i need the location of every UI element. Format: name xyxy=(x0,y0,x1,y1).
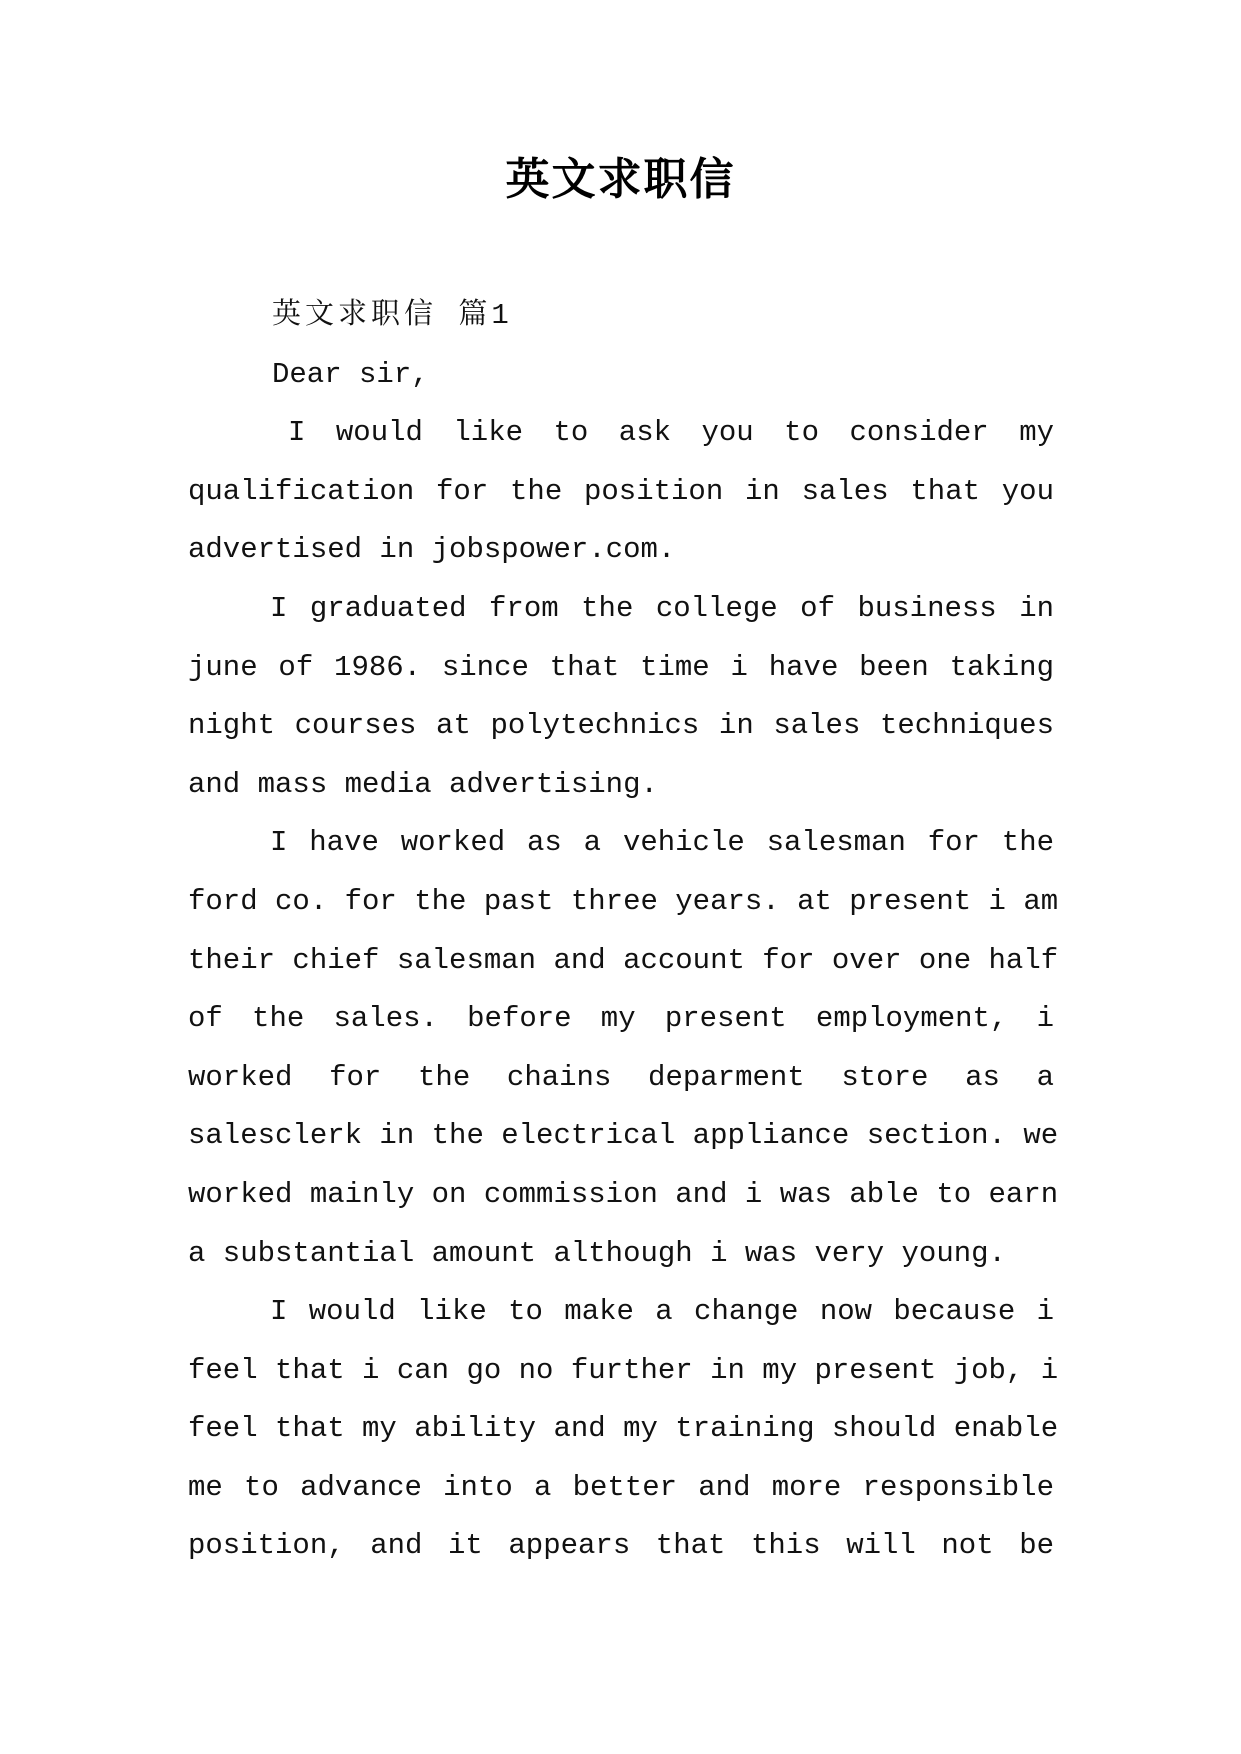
paragraph-3-line-5: worked for the chains deparment store as a xyxy=(188,1060,1054,1094)
paragraph-3-line-6: salesclerk in the electrical appliance section. we xyxy=(188,1119,1059,1153)
paragraph-4-line-1: I would like to make a change now because i xyxy=(270,1295,1054,1329)
paragraph-3-line-7: worked mainly on commission and i was able to earn xyxy=(188,1177,1059,1211)
paragraph-2-line-1: I graduated from the college of business in xyxy=(270,591,1054,625)
salutation: Dear sir, xyxy=(272,357,429,391)
section-heading: 英文求职信 篇1 xyxy=(272,299,513,332)
paragraph-3-line-2: ford co. for the past three years. at present i am xyxy=(188,884,1059,918)
paragraph-1-line-2: qualification for the position in sales that you xyxy=(188,474,1054,508)
paragraph-4-line-3: feel that my ability and my training should enable xyxy=(188,1412,1059,1446)
document-title: 英文求职信 xyxy=(505,154,736,205)
paragraph-1-line-1: I would like to ask you to consider my xyxy=(288,416,1054,450)
paragraph-2-line-2: june of 1986. since that time i have been taking xyxy=(188,650,1054,684)
paragraph-2-line-3: night courses at polytechnics in sales techniques xyxy=(188,709,1054,743)
paragraph-3-line-4: of the sales. before my present employment, i xyxy=(188,1002,1054,1036)
paragraph-2-line-4: and mass media advertising. xyxy=(188,767,658,801)
paragraph-3-line-8: a substantial amount although i was very young. xyxy=(188,1236,1006,1270)
paragraph-4-line-4: me to advance into a better and more responsible xyxy=(188,1470,1054,1504)
paragraph-1-line-3: advertised in jobspower.com. xyxy=(188,533,676,567)
paragraph-4-line-2: feel that i can go no further in my present job, i xyxy=(188,1353,1059,1387)
letter-body xyxy=(188,287,1059,1576)
paragraph-4-line-5: position, and it appears that this will not be xyxy=(188,1529,1054,1563)
paragraph-3-line-3: their chief salesman and account for over one half xyxy=(188,943,1059,977)
paragraph-3-line-1: I have worked as a vehicle salesman for the xyxy=(270,826,1054,860)
